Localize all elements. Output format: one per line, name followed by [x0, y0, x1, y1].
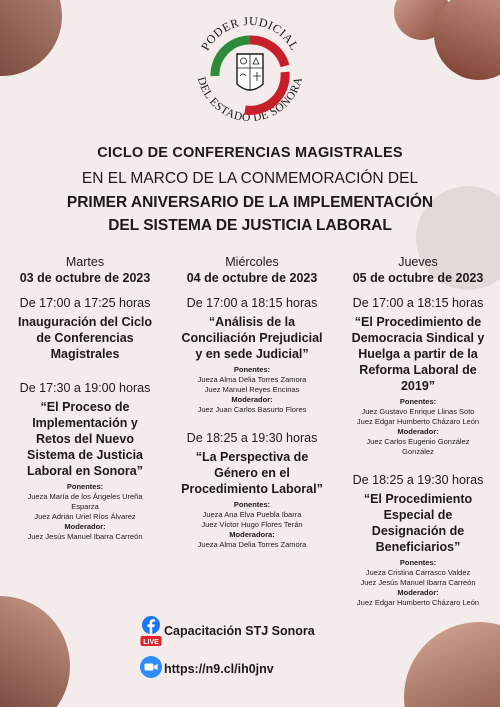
moderator-name: Juez Edgar Humberto Cházaro León: [356, 598, 480, 607]
facebook-live-icon: [140, 616, 162, 648]
moderator-name: Juez Carlos Eugenio González González: [366, 437, 470, 456]
speaker-name: Jueza Cristina Carrasco Valdez: [365, 568, 471, 577]
session-title: “El Procedimiento Especial de Designación de Beneficiarios”: [363, 492, 473, 554]
zoom-icon: [140, 656, 162, 678]
seal-top-text: PODER JUDICIAL: [198, 13, 302, 53]
day-column-tuesday: [10, 254, 160, 542]
session-time: De 17:00 a 18:15 horas: [352, 296, 484, 310]
day-column-thursday: [343, 254, 493, 608]
moderator-label: Moderador:: [397, 588, 439, 597]
session-title: “El Procedimiento de Democracia Sindical y Huelga a partir de la Reforma Laboral de 2019”: [351, 315, 485, 393]
day-name: Jueves: [398, 255, 438, 269]
heading-anniversary: PRIMER ANIVERSARIO DE LA IMPLEMENTACIÓN: [66, 194, 434, 211]
decor-circle-bottom-left: [0, 596, 70, 707]
decor-circle-top-right: [434, 0, 500, 80]
moderator-label: Moderador:: [64, 522, 106, 531]
speaker-name: Juez Edgar Humberto Cházaro León: [356, 417, 480, 426]
moderator-name: Juez Juan Carlos Basurto Flores: [197, 405, 307, 414]
session-time: De 18:25 a 19:30 horas: [352, 473, 484, 487]
moderator-label: Moderador:: [231, 395, 273, 404]
speaker-name: Jueza Alma Delia Torres Zamora: [197, 375, 307, 384]
heading-commemoration: EN EL MARCO DE LA CONMEMORACIÓN DEL: [81, 170, 419, 187]
day-name: Miércoles: [225, 255, 279, 269]
speakers-label: Ponentes:: [66, 482, 104, 491]
day-column-wednesday: [172, 254, 332, 550]
speaker-name: Jueza María de los Ángeles Ureña Esparza: [27, 492, 143, 511]
facebook-page-name: Capacitación STJ Sonora: [164, 624, 315, 638]
speakers-label: Ponentes:: [399, 558, 437, 567]
day-name: Martes: [65, 255, 105, 269]
decor-circle-bottom-right: [404, 622, 500, 707]
session-time: De 17:30 a 19:00 horas: [19, 381, 151, 395]
moderator-name: Jueza Alma Delia Torres Zamora: [197, 540, 307, 549]
speaker-name: Juez Gustavo Enrique Llinas Soto: [361, 407, 475, 416]
session-time: De 17:00 a 18:15 horas: [186, 296, 318, 310]
session-title: “Análisis de la Conciliación Prejudicial y en sede Judicial”: [181, 315, 323, 361]
speaker-name: Juez Jesús Manuel Ibarra Carreón: [360, 578, 476, 587]
moderator-name: Juez Jesús Manuel Ibarra Carreón: [27, 532, 143, 541]
day-date: 04 de octubre de 2023: [186, 271, 318, 285]
session-title: “El Proceso de Implementación y Retos del Nuevo Sistema de Justicia Laboral en Sonora”: [26, 400, 144, 478]
heading-labor-justice: DEL SISTEMA DE JUSTICIA LABORAL: [108, 217, 392, 234]
speaker-name: Juez Víctor Hugo Flores Terán: [201, 520, 303, 529]
day-date: 05 de octubre de 2023: [352, 271, 484, 285]
speaker-name: Jueza Ana Elva Puebla Ibarra: [202, 510, 302, 519]
speakers-label: Ponentes:: [399, 397, 437, 406]
speaker-name: Juez Adrián Uriel Ríos Álvarez: [34, 512, 136, 521]
svg-text:PODER JUDICIAL: [198, 14, 302, 53]
speakers-label: Ponentes:: [233, 365, 271, 374]
session-time: De 18:25 a 19:30 horas: [186, 431, 318, 445]
speaker-name: Juez Manuel Reyes Encinas: [204, 385, 300, 394]
speakers-label: Ponentes:: [233, 500, 271, 509]
live-badge: LIVE: [143, 638, 159, 646]
session-time: De 17:00 a 17:25 horas: [19, 296, 151, 310]
session-title: “La Perspectiva de Género en el Procedimiento Laboral”: [181, 450, 323, 496]
zoom-url[interactable]: https://n9.cl/ih0jnv: [164, 662, 274, 676]
day-date: 03 de octubre de 2023: [19, 271, 151, 285]
decor-circle-top-left: [0, 0, 62, 76]
seal-bottom-text: DEL ESTADO DE SONORA: [194, 75, 306, 125]
moderator-label: Moderador:: [397, 427, 439, 436]
session-title: Inauguración del Ciclo de Conferencias Magistrales: [17, 315, 153, 361]
heading-cycle: CICLO DE CONFERENCIAS MAGISTRALES: [97, 145, 403, 161]
poder-judicial-seal-logo: [185, 6, 315, 136]
moderator-label: Moderadora:: [229, 530, 275, 539]
